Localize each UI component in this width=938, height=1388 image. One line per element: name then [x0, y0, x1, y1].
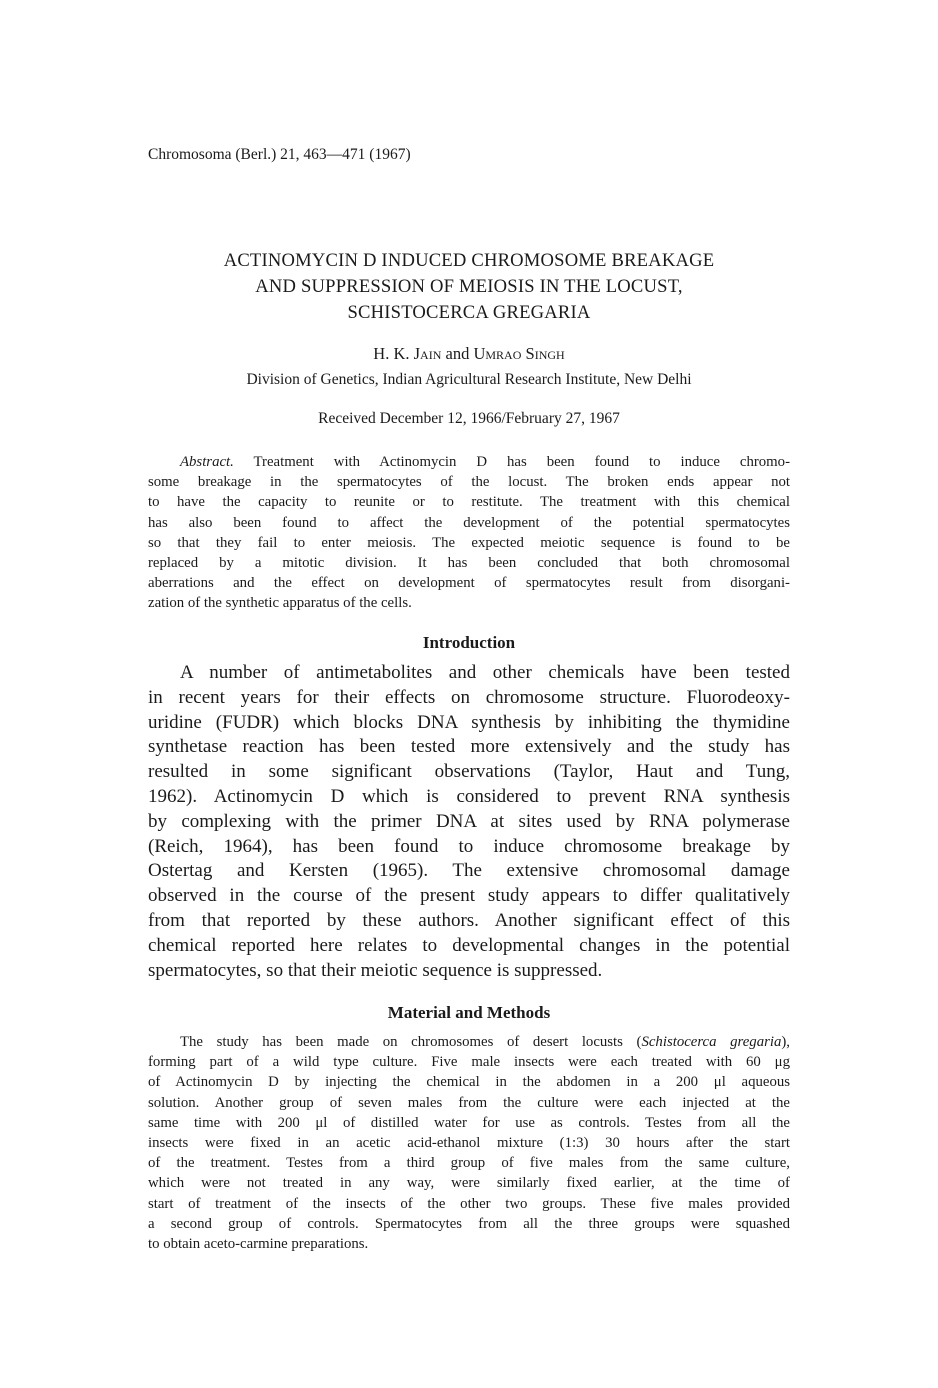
introduction-line: in recent years for their effects on chromosome structure. Fluorodeoxy- — [148, 686, 790, 708]
authors — [148, 344, 790, 364]
methods-line: start of treatment of the insects of the other two groups. These five males provided — [148, 1195, 790, 1212]
abstract-line: to have the capacity to reunite or to restitute. The treatment with this chemical — [148, 494, 790, 511]
methods-line: The study has been made on chromosomes of desert locusts (Schistocerca gregaria), — [180, 1034, 791, 1050]
paper-title — [148, 248, 790, 326]
introduction-line: observed in the course of the present study appears to differ qualitatively — [148, 885, 790, 907]
affiliation: Division of Genetics, Indian Agricultural Research Institute, New Delhi — [246, 371, 692, 388]
abstract-line: replaced by a mitotic division. It has been concluded that both chromosomal — [148, 555, 790, 572]
received-dates: Received December 12, 1966/February 27, 1967 — [318, 410, 620, 427]
methods-body — [148, 1032, 790, 1254]
introduction-line: by complexing with the primer DNA at sites used by RNA polymerase — [148, 810, 790, 832]
title-line: ACTINOMYCIN D INDUCED CHROMOSOME BREAKAGE — [223, 250, 715, 271]
introduction-line: chemical reported here relates to developmental changes in the potential — [148, 934, 790, 956]
methods-line: same time with 200 μl of distilled water for use as controls. Testes from all the — [148, 1114, 790, 1131]
abstract-label: Abstract. — [180, 454, 234, 470]
author-2-first: Umrao — [473, 344, 522, 363]
methods-line: which were not treated in any way, were similarly fixed earlier, at the time of — [148, 1175, 790, 1192]
species-name: Schistocerca gregaria — [641, 1034, 782, 1050]
methods-line: of the treatment. Testes from a third group of five males from the same culture, — [148, 1155, 790, 1172]
abstract-line: aberrations and the effect on development of spermatocytes result from disorgani- — [148, 575, 790, 592]
author-1-initials: H. K. — [373, 344, 410, 363]
abstract-line: so that they fail to enter meiosis. The expected meiotic sequence is found to be — [148, 534, 790, 551]
methods-line: to obtain aceto-carmine preparations. — [148, 1236, 369, 1253]
introduction-line: A number of antimetabolites and other chemicals have been tested — [180, 662, 790, 683]
introduction-line: from that reported by these authors. Another significant effect of this — [148, 909, 790, 931]
introduction-line: Ostertag and Kersten (1965). The extensive chromosomal damage — [148, 860, 790, 882]
methods-line: solution. Another group of seven males from the culture were each injected at the — [148, 1094, 790, 1111]
author-2-surname: Singh — [525, 344, 565, 363]
introduction-line: (Reich, 1964), has been found to induce chromosome breakage by — [148, 835, 790, 857]
abstract-line: has also been found to affect the development of the potential spermatocytes — [148, 514, 790, 531]
methods-line: a second group of controls. Spermatocytes from all the three groups were squashed — [148, 1215, 790, 1232]
introduction-line: resulted in some significant observations (Taylor, Haut and Tung, — [148, 761, 790, 783]
introduction-line: spermatocytes, so that their meiotic sequence is suppressed. — [148, 959, 603, 981]
methods-line: insects were fixed in an acetic acid-ethanol mixture (1:3) 30 hours after the start — [148, 1135, 790, 1152]
author-1-surname: Jain — [413, 344, 442, 363]
introduction-body — [148, 661, 790, 983]
introduction-line: 1962). Actinomycin D which is considered to prevent RNA synthesis — [148, 785, 790, 807]
abstract-line: zation of the synthetic apparatus of the cells. — [148, 595, 412, 612]
title-line: AND SUPPRESSION OF MEIOSIS IN THE LOCUST, — [255, 276, 683, 297]
methods-line: of Actinomycin D by injecting the chemical in the abdomen in a 200 μl aqueous — [148, 1074, 790, 1091]
title-line: SCHISTOCERCA GREGARIA — [347, 302, 591, 323]
abstract-line: some breakage in the spermatocytes of the locust. The broken ends appear not — [148, 474, 790, 491]
introduction-line: uridine (FUDR) which blocks DNA synthesis by inhibiting the thymidine — [148, 711, 790, 733]
abstract-line: Abstract. Treatment with Actinomycin D has been found to induce chromo- — [180, 454, 790, 470]
introduction-line: synthetase reaction has been tested more extensively and the study has — [148, 736, 790, 758]
section-heading-introduction: Introduction — [422, 633, 516, 652]
methods-line: forming part of a wild type culture. Five male insects were each treated with 60 μg — [148, 1054, 790, 1071]
journal-reference: Chromosoma (Berl.) 21, 463—471 (1967) — [148, 146, 411, 163]
authors-conjunction: and — [445, 344, 470, 363]
section-heading-methods: Material and Methods — [387, 1003, 551, 1022]
abstract — [148, 452, 790, 614]
